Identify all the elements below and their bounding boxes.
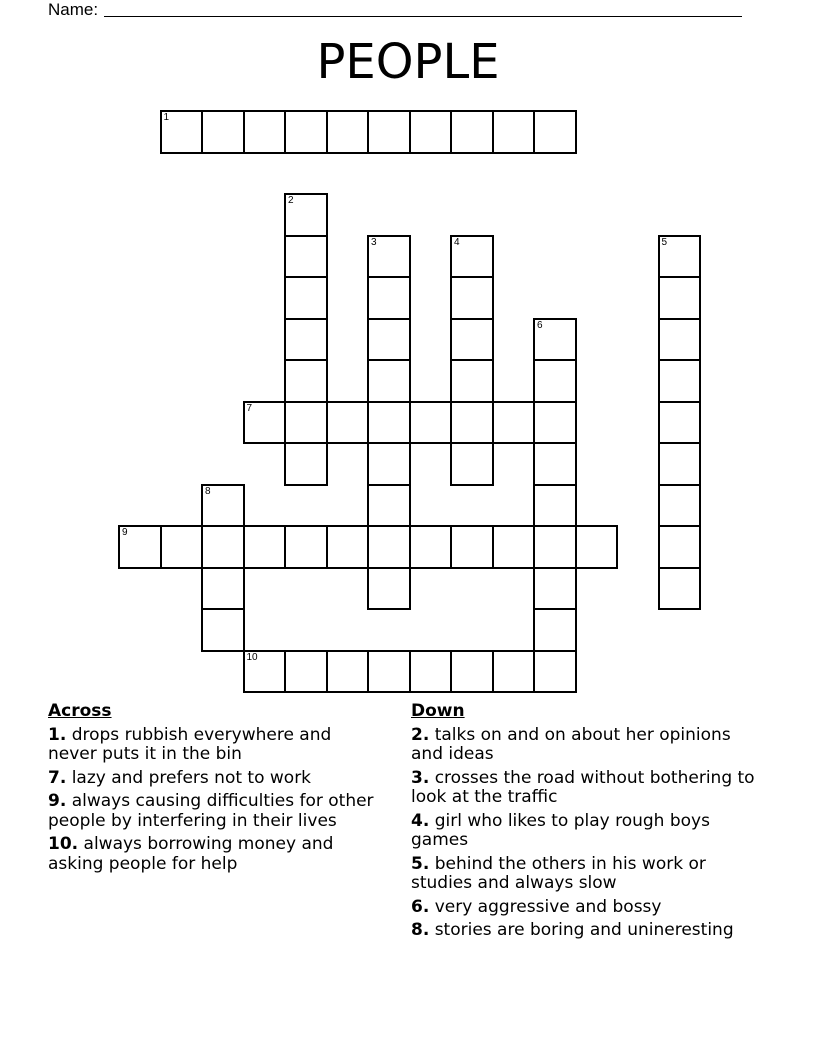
clue-number: 10 [246, 651, 258, 663]
grid-cell[interactable] [243, 525, 287, 569]
grid-cell[interactable] [533, 359, 577, 403]
across-clue: 10. always borrowing money and asking people for help [48, 834, 334, 874]
grid-cell[interactable] [367, 650, 411, 694]
grid-cell[interactable] [367, 318, 411, 362]
clue-number: 9 [122, 527, 128, 538]
across-heading: Across [48, 701, 112, 721]
down-heading: Down [411, 701, 465, 721]
grid-cell[interactable] [658, 401, 702, 445]
grid-cell[interactable] [243, 401, 287, 445]
grid-cell[interactable] [326, 650, 370, 694]
grid-cell[interactable] [450, 525, 494, 569]
grid-cell[interactable] [658, 276, 702, 320]
across-clue: 9. always causing difficulties for other people by interfering in their lives [48, 791, 374, 831]
grid-cell[interactable] [450, 401, 494, 445]
grid-cell[interactable] [533, 525, 577, 569]
grid-cell[interactable] [367, 401, 411, 445]
grid-cell[interactable] [367, 276, 411, 320]
grid-cell[interactable] [284, 359, 328, 403]
grid-cell[interactable] [326, 110, 370, 154]
grid-cell[interactable] [492, 525, 536, 569]
page-title: PEOPLE [316, 34, 500, 90]
down-clue: 2. talks on and on about her opinions and ideas [411, 724, 731, 764]
grid-cell[interactable] [118, 525, 162, 569]
clue-number: 1 [163, 112, 170, 123]
grid-cell[interactable] [284, 193, 328, 237]
grid-cell[interactable] [201, 110, 245, 154]
across-clue: 1. drops rubbish everywhere and never puts it in the bin [48, 724, 332, 764]
grid-cell[interactable] [201, 484, 245, 528]
grid-cell[interactable] [658, 359, 702, 403]
grid-cell[interactable] [450, 235, 494, 279]
grid-cell[interactable] [367, 110, 411, 154]
grid-cell[interactable] [533, 110, 577, 154]
grid-cell[interactable] [658, 484, 702, 528]
grid-cell[interactable] [367, 442, 411, 486]
down-clue: 8. stories are boring and unineresting [411, 920, 734, 940]
grid-cell[interactable] [533, 650, 577, 694]
grid-cell[interactable] [658, 442, 702, 486]
grid-cell[interactable] [367, 525, 411, 569]
grid-cell[interactable] [367, 484, 411, 528]
clue-number: 5 [661, 236, 668, 248]
grid-cell[interactable] [201, 567, 245, 611]
grid-cell[interactable] [658, 567, 702, 611]
grid-cell[interactable] [284, 318, 328, 362]
grid-cell[interactable] [450, 442, 494, 486]
grid-cell[interactable] [367, 235, 411, 279]
clue-number: 3 [371, 236, 377, 248]
grid-cell[interactable] [284, 235, 328, 279]
grid-cell[interactable] [533, 608, 577, 652]
grid-cell[interactable] [658, 318, 702, 362]
grid-cell[interactable] [284, 442, 328, 486]
grid-cell[interactable] [492, 401, 536, 445]
down-clue: 4. girl who likes to play rough boys games [411, 810, 710, 850]
grid-cell[interactable] [658, 525, 702, 569]
name-label: Name: [48, 0, 99, 19]
grid-cell[interactable] [201, 525, 245, 569]
grid-cell[interactable] [326, 525, 370, 569]
grid-cell[interactable] [243, 110, 287, 154]
grid-cell[interactable] [658, 235, 702, 279]
grid-cell[interactable] [492, 650, 536, 694]
grid-cell[interactable] [201, 608, 245, 652]
grid-cell[interactable] [492, 110, 536, 154]
grid-cell[interactable] [367, 567, 411, 611]
clue-number: 4 [454, 236, 460, 248]
grid-cell[interactable] [409, 401, 453, 445]
grid-cell[interactable] [533, 401, 577, 445]
clue-number: 7 [246, 402, 253, 414]
grid-cell[interactable] [533, 567, 577, 611]
down-clue: 6. very aggressive and bossy [411, 896, 662, 917]
down-clue: 3. crosses the road without bothering to look at the traffic [411, 767, 755, 807]
grid-cell[interactable] [160, 525, 204, 569]
grid-cell[interactable] [450, 110, 494, 154]
grid-cell[interactable] [533, 442, 577, 486]
across-clue: 7. lazy and prefers not to work [48, 767, 312, 788]
grid-cell[interactable] [450, 650, 494, 694]
grid-cell[interactable] [160, 110, 204, 154]
grid-cell[interactable] [284, 276, 328, 320]
across-clues [48, 702, 378, 878]
grid-cell[interactable] [409, 650, 453, 694]
grid-cell[interactable] [409, 525, 453, 569]
grid-cell[interactable] [367, 359, 411, 403]
grid-cell[interactable] [450, 359, 494, 403]
down-clue: 5. behind the others in his work or studies and always slow [411, 853, 706, 893]
grid-cell[interactable] [284, 401, 328, 445]
clue-number: 6 [537, 319, 543, 331]
down-clues [411, 702, 761, 945]
grid-cell[interactable] [450, 318, 494, 362]
grid-cell[interactable] [450, 276, 494, 320]
grid-cell[interactable] [533, 484, 577, 528]
grid-cell[interactable] [284, 110, 328, 154]
clue-number: 2 [288, 195, 294, 206]
grid-cell[interactable] [533, 318, 577, 362]
clue-number: 8 [205, 485, 211, 497]
grid-cell[interactable] [284, 525, 328, 569]
grid-cell[interactable] [326, 401, 370, 445]
grid-cell[interactable] [409, 110, 453, 154]
grid-cell[interactable] [243, 650, 287, 694]
grid-cell[interactable] [284, 650, 328, 694]
grid-cell[interactable] [575, 525, 619, 569]
